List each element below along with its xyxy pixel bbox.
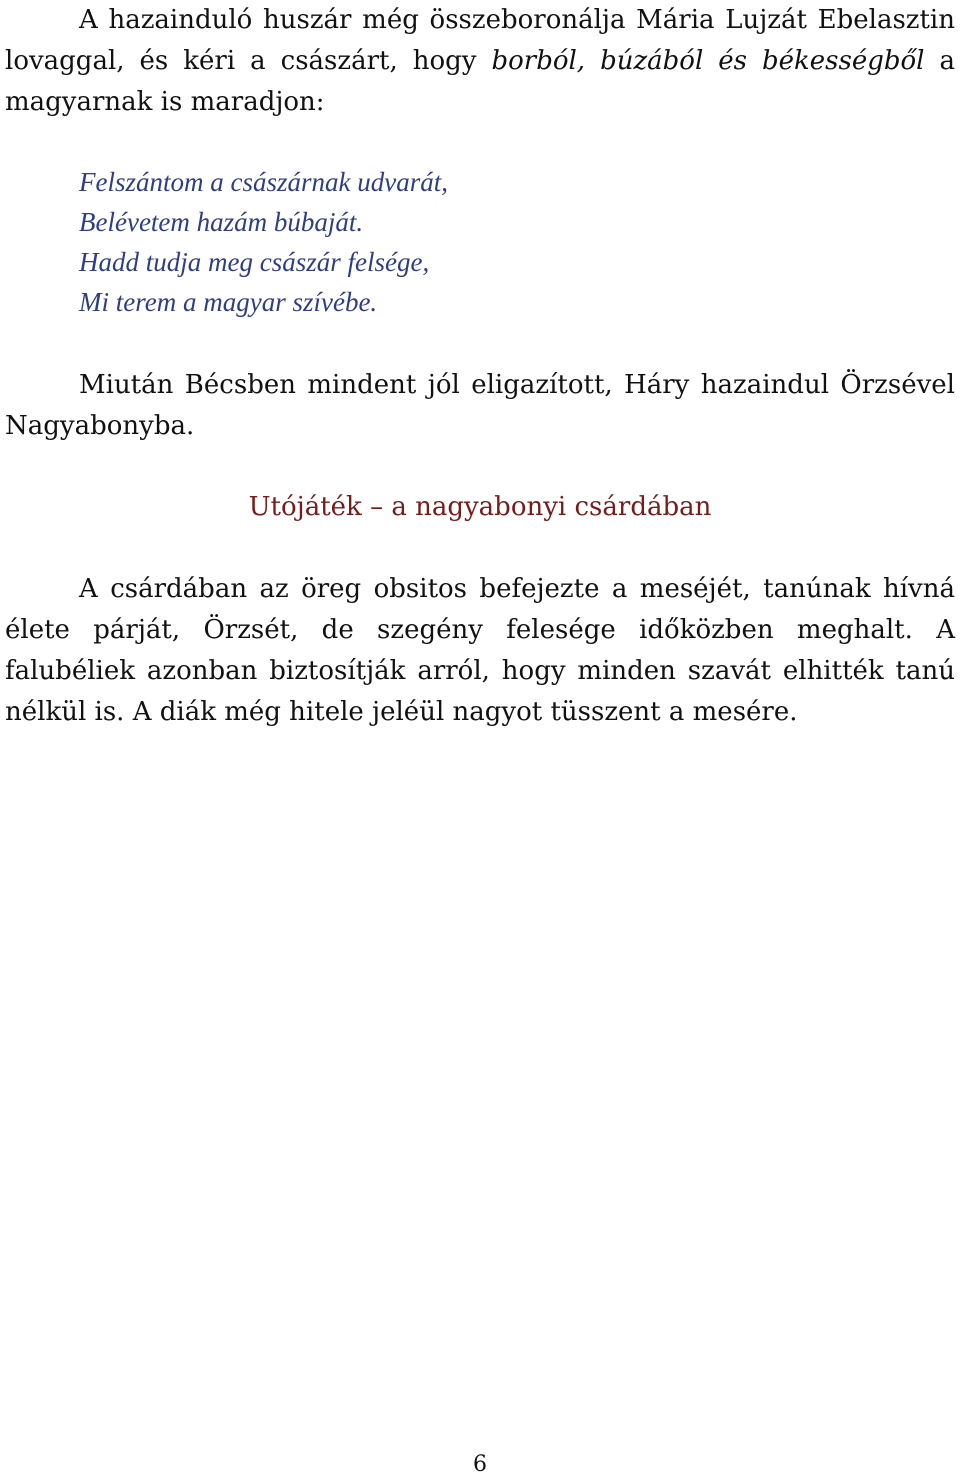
page-number: 6 <box>473 1452 487 1477</box>
verse-line-2: Belévetem hazám búbaját. <box>79 207 364 237</box>
verse-line-4: Mi terem a magyar szívébe. <box>79 287 378 317</box>
verse-line-3: Hadd tudja meg császár felsége, <box>79 247 430 277</box>
section-heading: Utójáték – a nagyabonyi csárdában <box>248 492 712 522</box>
intro-paragraph <box>5 0 955 123</box>
epilogue-paragraph: A csárdában az öreg obsitos befejezte a meséjét, tanúnak hívná élete párját, Örzsét, de szegény felesége időközben meghalt. A falubéliek azonban biztosítják arról, hogy minden szavát elhitték tanú nélkül is. A diák még hitele jeléül nagyot tüsszent a mesére. <box>5 574 955 727</box>
return-paragraph: Miután Bécsben mindent jól eligazított, Háry hazaindul Örzsével Nagyabonyba. <box>5 370 955 441</box>
verse-line-1: Felszántom a császárnak udvarát, <box>79 167 448 197</box>
verse-block <box>79 162 448 322</box>
intro-text-start: A hazainduló huszár még összeboronálja Mária Lujzát Ebelasztin lovaggal, és kéri a császárt, hogy <box>5 5 955 76</box>
intro-italic-phrase: borból, búzából és békességből <box>491 46 925 76</box>
intro-text-end: a magyarnak is maradjon: <box>5 46 955 117</box>
